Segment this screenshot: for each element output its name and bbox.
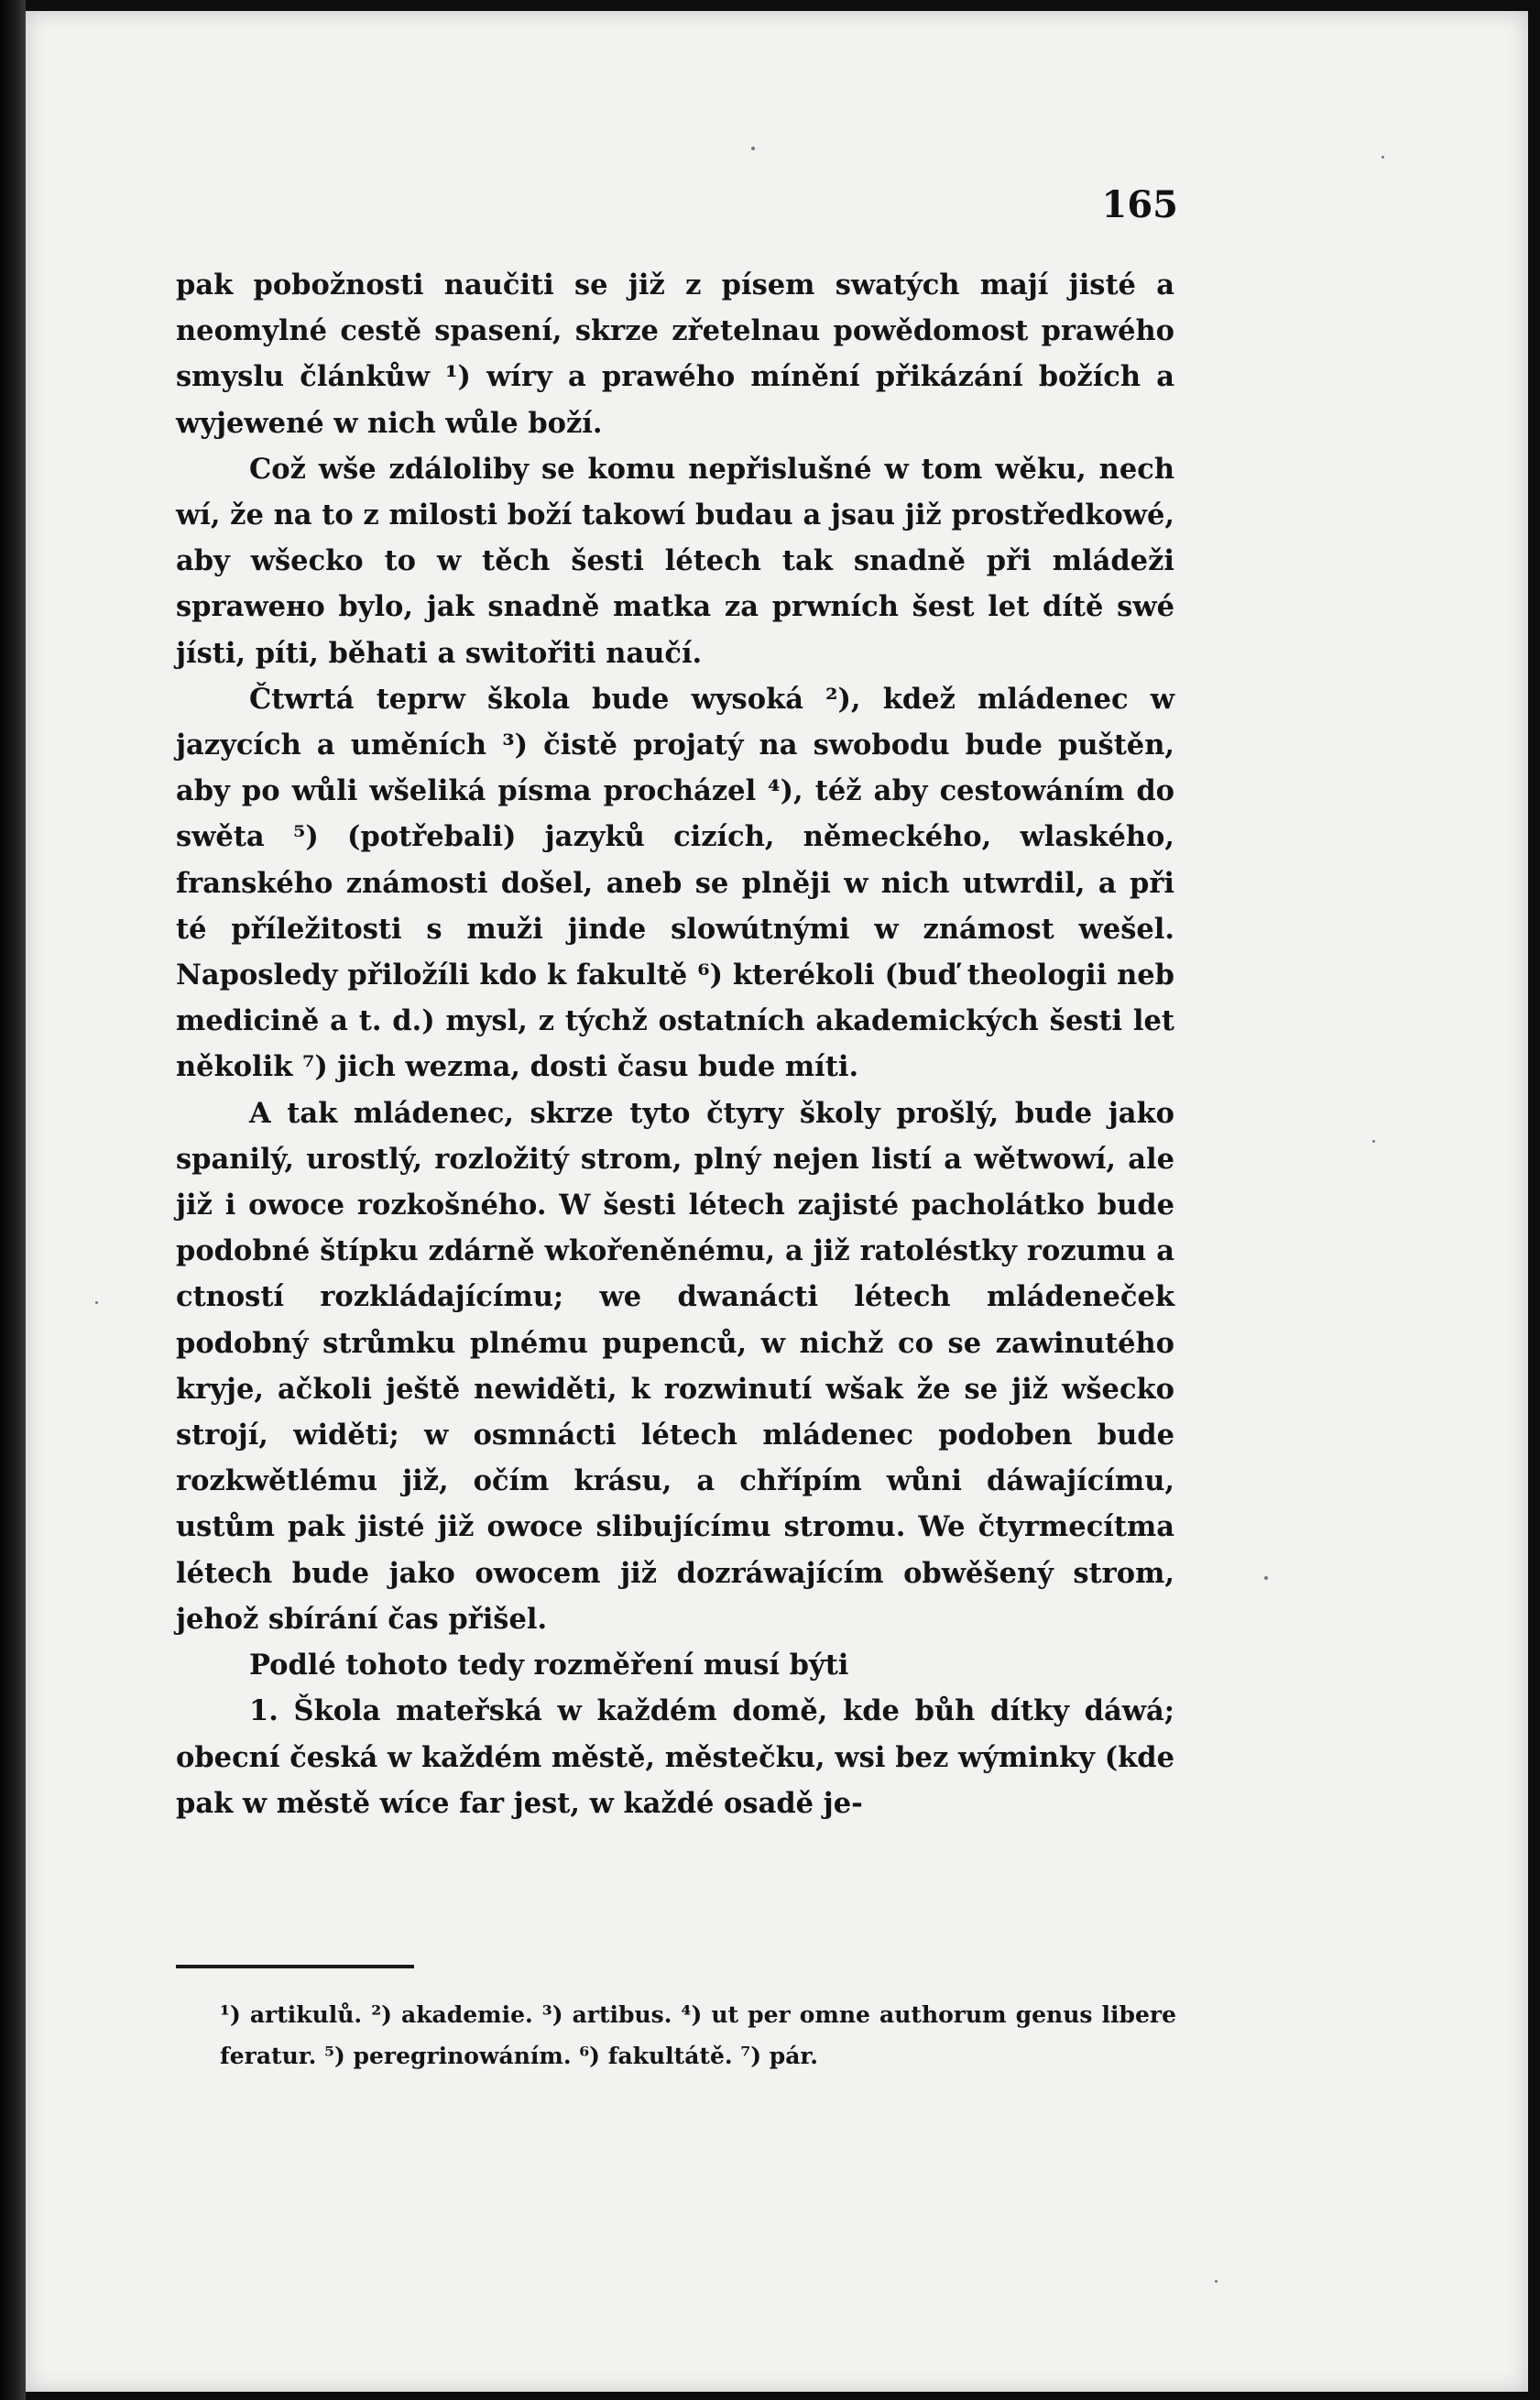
- body-text: [176, 262, 1174, 1826]
- paragraph-1: pak pobožnosti naučiti se již z písem swatých mají jisté a neomylné cestě spasení, skrze zřetelnau powědomost prawého smyslu článkůw ¹) wíry a prawého mínění přikázání božích a wyjewené w nich wůle boží.: [176, 268, 1174, 440]
- paragraph-2: Což wše zdáloliby se komu nepřislušné w tom wěku, nech wí, že na to z milosti boží takowí budau a jsau již prostředkowé, aby wšecko to w těch šesti létech tak snadně při mládeži sprawено bylo, jak snadně matka za prwních šest let dítě swé jísti, píti, běhati a switořiti naučí.: [176, 452, 1174, 670]
- book-spine-edge: [0, 0, 26, 2400]
- paper-speck: [95, 1301, 98, 1304]
- page-number: 165: [1101, 183, 1178, 226]
- paper-speck: [1215, 2280, 1218, 2283]
- footnote-separator-rule: [176, 1965, 414, 1968]
- footnotes: [220, 1994, 1176, 2077]
- paragraph-3: Čtwrtá teprw škola bude wysoká ²), kdež mládenec w jazycích a uměních ³) čistě projatý na swobodu bude puštěn, aby po wůli wšeliká písma procházel ⁴), též aby cestowáním do swěta ⁵) (potřebali) jazyků cizích, německého, wlaského, franského známosti došel, aneb se plněji w nich utwrdil, a při té příležitosti s muži jinde slowútnými w známost wešel. Naposledy přiložíli kdo k fakultě ⁶) kterékoli (buď theologii neb medicině a t. d.) mysl, z týchž ostatních akademických šesti let několik ⁷) jich wezma, dosti času bude míti.: [176, 682, 1174, 1084]
- paragraph-6: 1. Škola mateřská w každém domě, kde bůh dítky dáwá; obecní česká w každém městě, městečku, wsi bez wýminky (kde pak w městě wíce far jest, w každé osadě je-: [176, 1694, 1174, 1820]
- paper-speck: [751, 147, 755, 150]
- paper-speck: [1382, 156, 1384, 159]
- paragraph-4: A tak mládenec, skrze tyto čtyry školy prošlý, bude jako spanilý, urostlý, rozložitý strom, plný nejen listí a wětwowí, ale již i owoce rozkošného. W šesti létech zajisté pacholátko bude podobné štípku zdárně wkořeněnému, a již ratoléstky rozumu a ctností rozkládajícímu; we dwanácti létech mládeneček podobný strůmku plnému pupenců, w nichž co se zawinutého kryje, ačkoli ještě newiděti, k rozwinutí wšak že se již wšecko strojí, widěti; w osmnácti létech mládenec podoben bude rozkwětlému již, očím krásu, a chřípím wůni dáwajícímu, ustům pak jisté již owoce slibujícímu stromu. We čtyrmecítma létech bude jako owocem již dozráwajícím obwěšený strom, jehož sbírání čas přišel.: [176, 1096, 1174, 1636]
- paragraph-5: Podlé tohoto tedy rozměření musí býti: [249, 1649, 849, 1682]
- footnote-line: ¹) artikulů. ²) akademie. ³) artibus. ⁴) ut per omne authorum genus libere feratur. ⁵) peregrinowáním. ⁶) fakultátě. ⁷) pár.: [220, 2001, 1176, 2069]
- paper-speck: [1372, 1140, 1375, 1143]
- paper-speck: [1264, 1576, 1268, 1580]
